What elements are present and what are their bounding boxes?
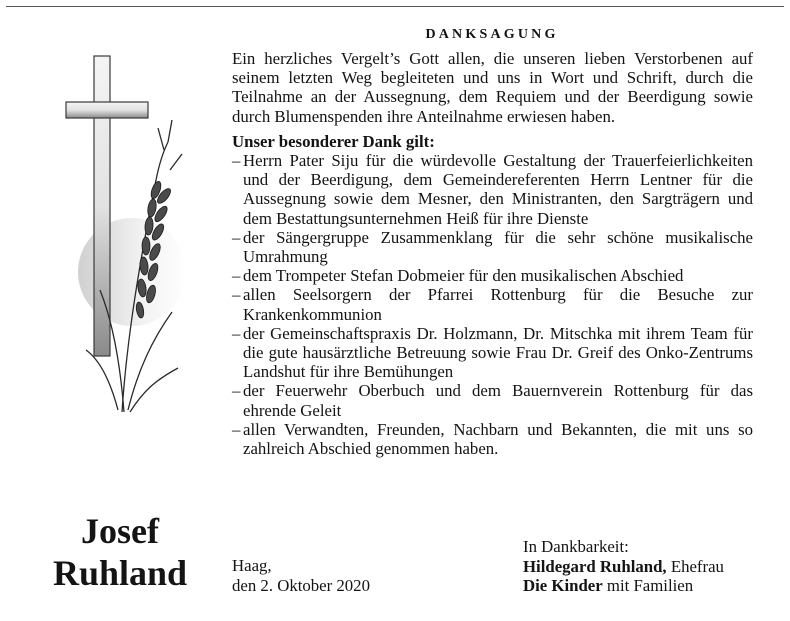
thanks-list	[232, 151, 753, 458]
list-item: – dem Trompeter Stefan Dobmeier für den musikalischen Abschied	[232, 266, 753, 285]
closing-line-spouse	[523, 557, 763, 577]
cross-wheat-emblem	[60, 50, 200, 420]
spouse-role: Ehefrau	[666, 556, 724, 576]
list-item: – allen Seelsorgern der Pfarrei Rottenburg für die Besuche zur Krankenkommunion	[232, 285, 753, 323]
thanks-title: Unser besonderer Dank gilt:	[232, 131, 435, 151]
list-item: – der Sängergruppe Zusammenklang für die sehr schöne musikalische Umrahmung	[232, 228, 753, 266]
spouse-name: Hildegard Ruhland,	[523, 556, 667, 576]
last-name: Ruhland	[52, 553, 188, 593]
top-rule	[6, 6, 784, 7]
first-name: Josef	[81, 511, 159, 551]
deceased-name	[20, 510, 220, 594]
closing-block	[523, 537, 763, 596]
list-item: – Herrn Pater Siju für die würdevolle Gestaltung der Trauerfeierlichkeiten und der Beerdigung, dem Gemeindereferenten Herrn Lentner für die Aussegnung sowie dem Mesner, den Ministranten, den Sargträgern und dem Bestattungsunternehmen Heiß für ihre Dienste	[232, 151, 753, 228]
place-date	[232, 556, 370, 595]
children-name: Die Kinder	[523, 576, 603, 595]
main-text	[232, 49, 753, 458]
intro-paragraph: Ein herzliches Vergelt’s Gott allen, die unseren lieben Verstorbenen auf seinem letzten Weg begleiteten und uns in Wort und Schrift, durch die Teilnahme an der Aussegnung, dem Requiem und der Beerdigung sowie durch Blumenspenden ihre Anteilnahme erwiesen haben.	[232, 49, 753, 126]
place: Haag,	[232, 556, 272, 575]
closing-line-children	[523, 576, 763, 596]
closing-label: In Dankbarkeit:	[523, 537, 629, 556]
children-role: mit Familien	[602, 576, 694, 595]
page-title: DANKSAGUNG	[425, 27, 559, 42]
date: den 2. Oktober 2020	[232, 575, 370, 595]
list-item: – der Gemeinschaftspraxis Dr. Holzmann, Dr. Mitschka mit ihrem Team für die gute hausärztliche Betreuung sowie Frau Dr. Greif des Onko-Zentrums Landshut für ihre Bemühungen	[232, 324, 753, 382]
list-item: – allen Verwandten, Freunden, Nachbarn und Bekannten, die mit uns so zahlreich Abschied genommen haben.	[232, 420, 753, 458]
list-item: – der Feuerwehr Oberbuch und dem Bauernverein Rottenburg für das ehrende Geleit	[232, 381, 753, 419]
